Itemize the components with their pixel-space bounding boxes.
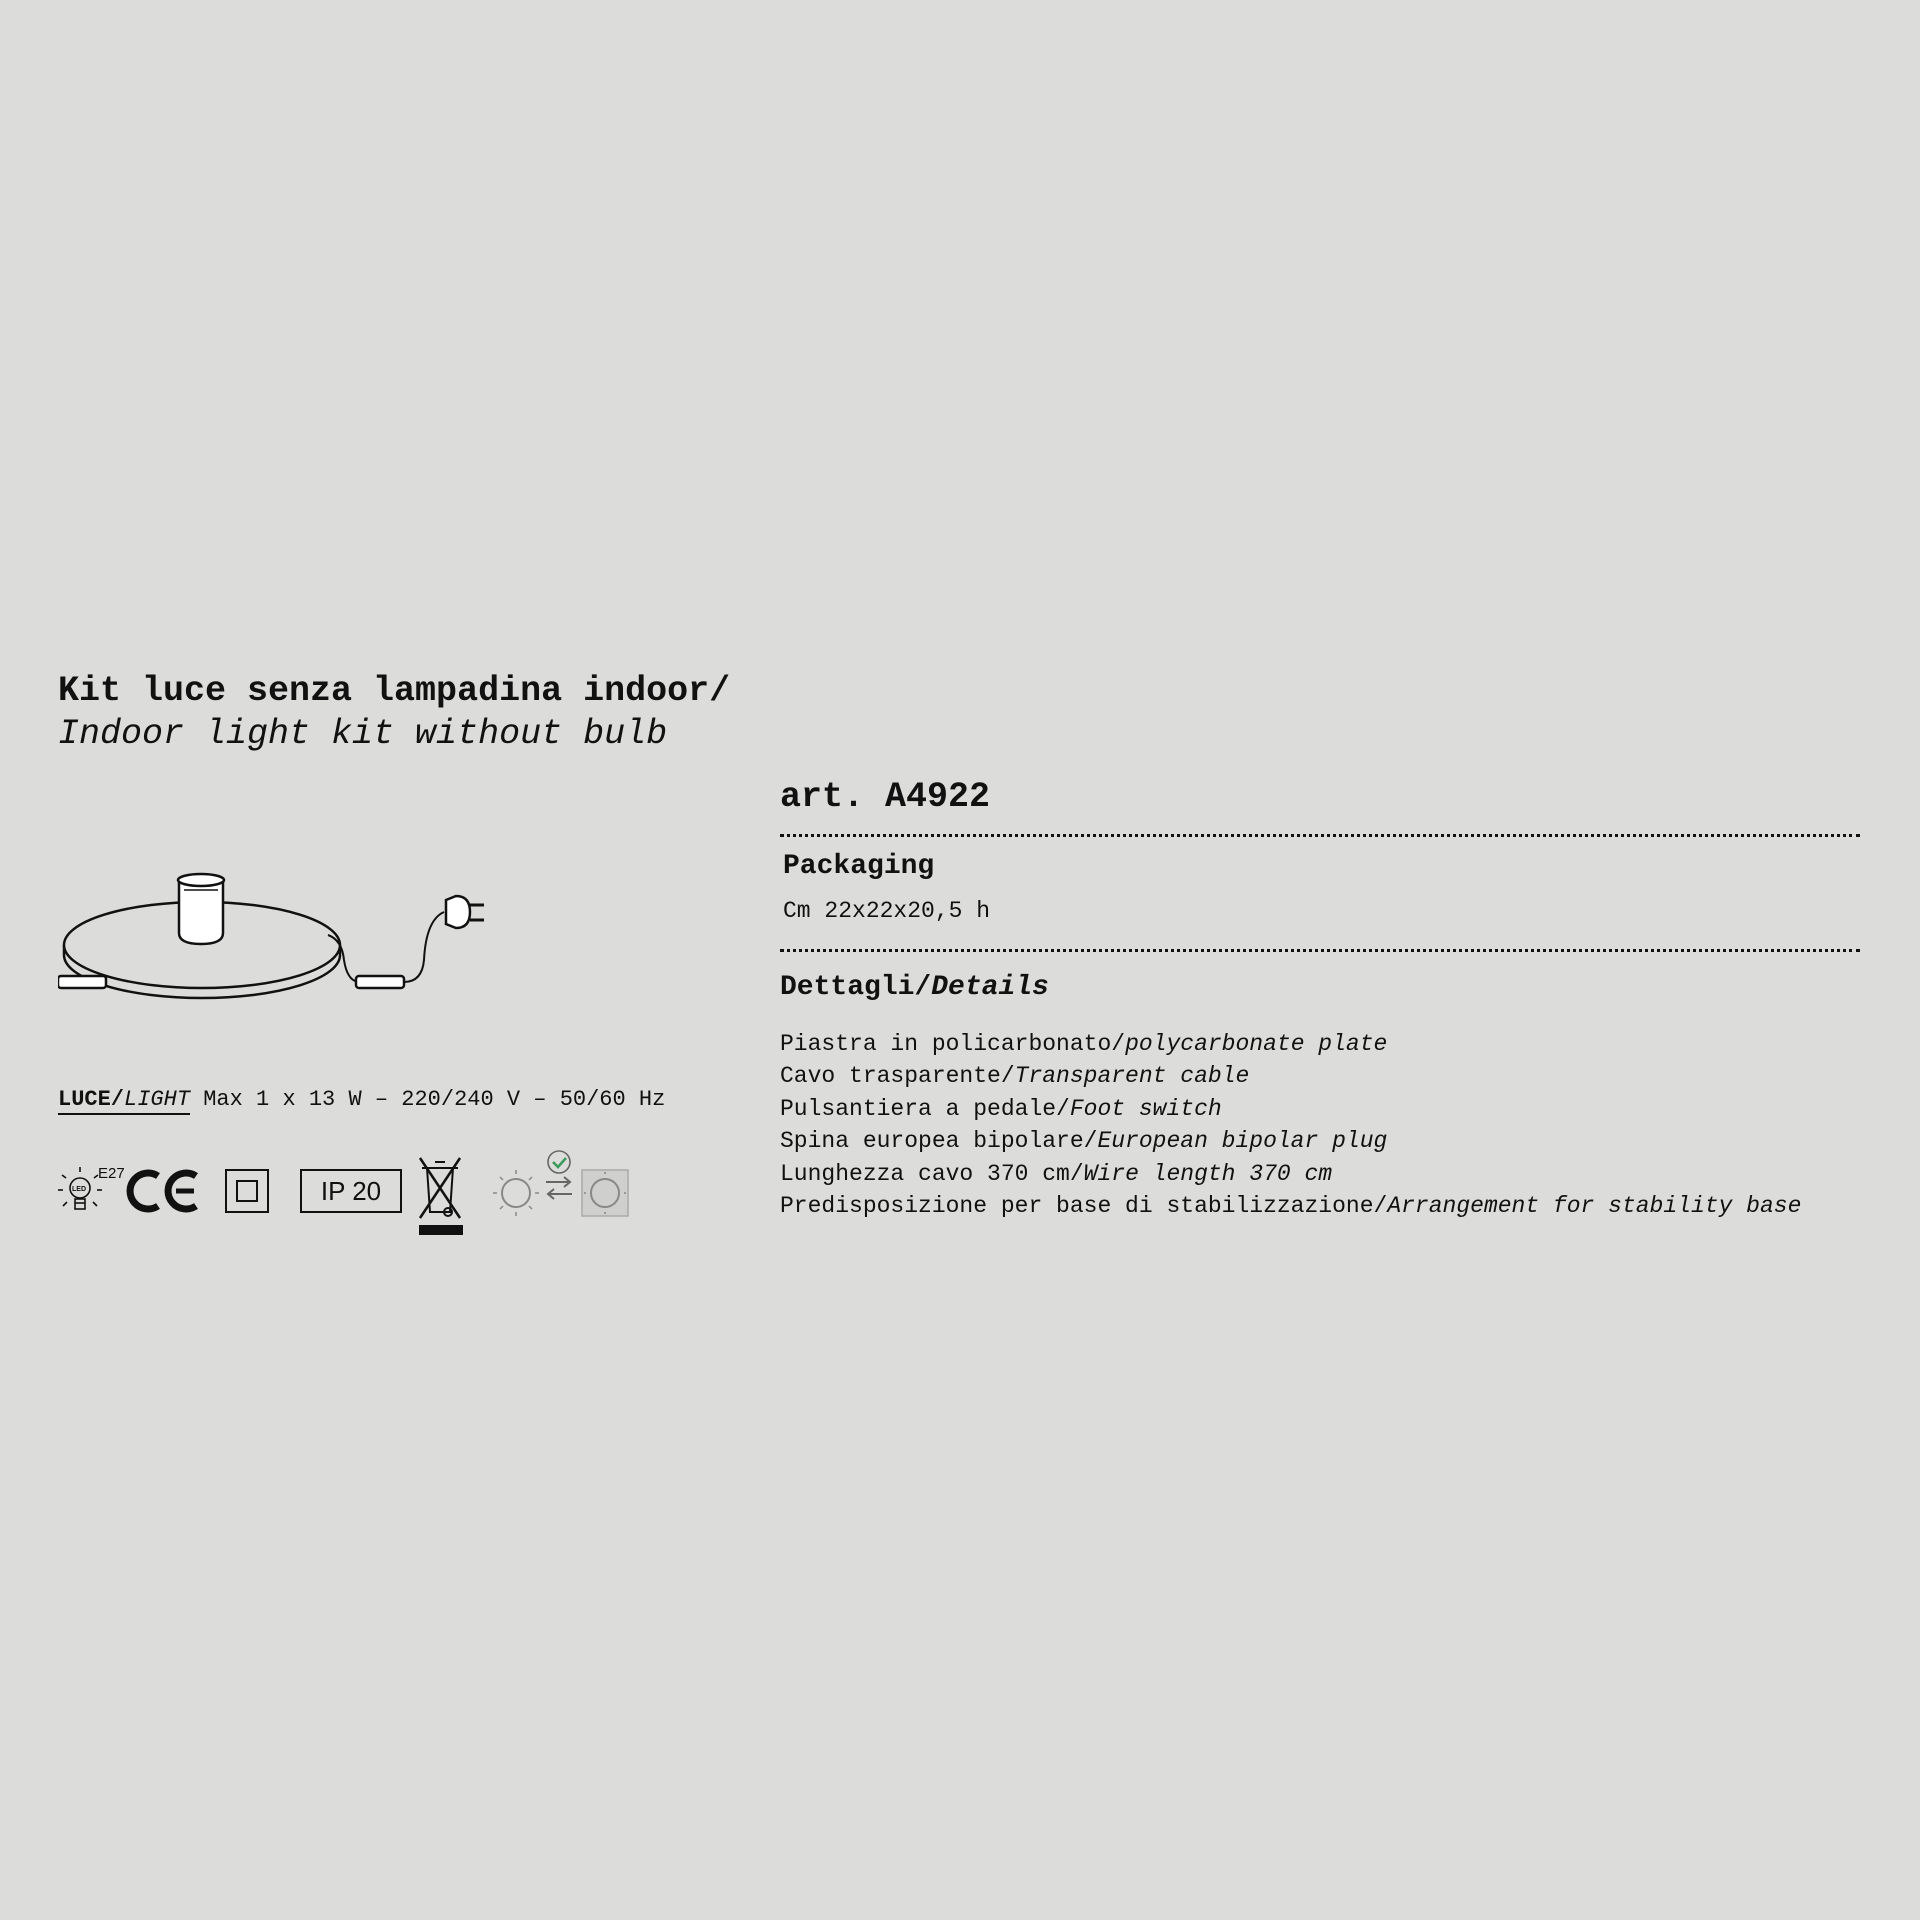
divider — [780, 834, 1860, 837]
ce-mark-icon — [130, 1173, 196, 1209]
ip-rating-icon — [301, 1170, 401, 1212]
certification-icons — [58, 1150, 658, 1240]
led-label: LED — [72, 1186, 86, 1193]
title-italian: Kit luce senza lampadina indoor/ — [58, 671, 731, 711]
light-spec-label: LUCE/LIGHT — [58, 1087, 190, 1115]
details-heading: Dettagli/Details — [780, 972, 1049, 1003]
product-title — [58, 670, 730, 756]
weee-bin-icon — [420, 1158, 462, 1234]
details-list — [780, 1028, 1860, 1222]
list-item: Piastra in policarbonato/polycarbonate plate — [780, 1031, 1388, 1057]
list-item: Lunghezza cavo 370 cm/Wire length 370 cm — [780, 1160, 1333, 1187]
list-item: Spina europea bipolare/European bipolar plug — [780, 1128, 1388, 1155]
light-spec — [58, 1087, 665, 1112]
list-item: Pulsantiera a pedale/Foot switch — [780, 1095, 1222, 1122]
divider — [780, 949, 1860, 952]
article-number: art. A4922 — [780, 777, 991, 817]
article-panel — [780, 775, 1860, 1222]
replaceable-bulb-icon — [493, 1151, 628, 1216]
ip-rating-label: IP 20 — [320, 1176, 382, 1206]
product-illustration — [58, 860, 498, 1020]
packaging-heading: Packaging — [783, 851, 935, 882]
double-insulation-icon — [226, 1170, 268, 1212]
packaging-dimensions: Cm 22x22x20,5 h — [783, 898, 991, 924]
title-english: Indoor light kit without bulb — [58, 714, 668, 754]
list-item: Cavo trasparente/Transparent cable — [780, 1063, 1250, 1090]
list-item: Predisposizione per base di stabilizzazione/Arrangement for stability base — [780, 1193, 1802, 1220]
bulb-socket-label: E27 — [98, 1165, 125, 1182]
light-spec-value: Max 1 x 13 W – 220/240 V – 50/60 Hz — [190, 1087, 666, 1112]
